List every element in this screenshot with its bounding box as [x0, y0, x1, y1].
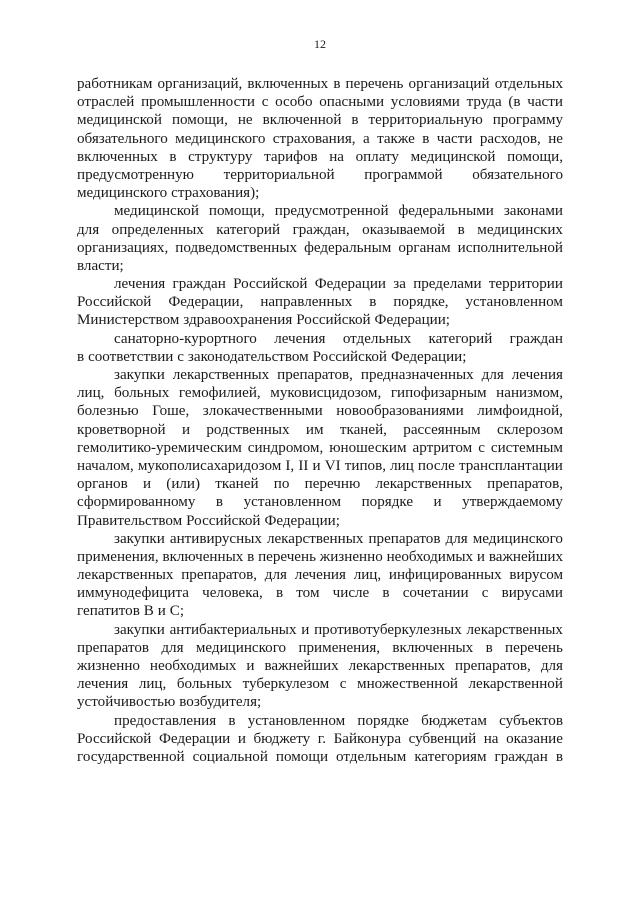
text-line: закупки антибактериальных и противотуберкулезных лекарственных	[114, 621, 563, 638]
text-line: государственной социальной помощи отдельным категориям граждан в	[77, 748, 563, 765]
text-line: Российской Федерации, направленных в порядке, установленном	[77, 294, 563, 311]
text-line: организациях, подведомственных федеральным органам исполнительной	[77, 239, 563, 256]
text-line: лекарственных препаратов, для лечения лиц, инфицированных вирусом	[77, 567, 563, 584]
text-line: для определенных категорий граждан, оказываемой в медицинских	[77, 221, 563, 238]
text-line: медицинского страхования);	[77, 185, 260, 202]
text-line: болезнью Гоше, злокачественными новообразованиями лимфоидной,	[77, 403, 563, 420]
text-line: закупки антивирусных лекарственных препаратов для медицинского	[114, 530, 563, 547]
text-line: устойчивостью возбудителя;	[77, 694, 262, 711]
text-line: органов и (или) тканей по перечню лекарственных препаратов,	[77, 476, 563, 493]
text-line: медицинской помощи, предусмотренной федеральными законами	[114, 203, 563, 220]
text-line: Министерством здравоохранения Российской Федерации;	[77, 312, 450, 329]
text-line: лечения граждан Российской Федерации за пределами территории	[114, 276, 563, 293]
text-line: гепатитов В и С;	[77, 603, 185, 620]
text-line: в соответствии с законодательством Российской Федерации;	[77, 348, 467, 365]
text-line: отраслей промышленности с особо опасными условиями труда (в части	[77, 94, 563, 111]
text-line: санаторно-курортного лечения отдельных категорий граждан	[114, 330, 563, 347]
text-line: медицинской помощи, не включенной в территориальную программу	[77, 112, 563, 129]
text-line: лиц, больных гемофилией, муковисцидозом, гипофизарным нанизмом,	[77, 385, 563, 402]
text-line: жизненно необходимых и важнейших лекарственных препаратов, для	[77, 658, 563, 674]
text-line: предоставления в установленном порядке бюджетам субъектов	[114, 712, 563, 729]
text-line: закупки лекарственных препаратов, предназначенных для лечения	[114, 367, 563, 383]
text-line: применения, включенных в перечень жизненно необходимых и важнейших	[77, 548, 563, 565]
text-line: гемолитико-уремическим синдромом, юношеским артритом с системным	[77, 439, 563, 456]
text-line: предусмотренную территориальной программой обязательного	[77, 166, 563, 183]
text-line: включенных в структуру тарифов на оплату медицинской помощи,	[77, 148, 563, 165]
text-line: кроветворной и родственных им тканей, рассеянным склерозом	[77, 421, 563, 438]
text-line: лечения лиц, больных туберкулезом с множественной лекарственной	[77, 676, 563, 693]
text-line: Правительством Российской Федерации;	[77, 512, 340, 529]
text-line: обязательного медицинского страхования, а также в части расходов, не	[77, 130, 563, 147]
text-line: сформированному в установленном порядке и утверждаемому	[77, 494, 563, 511]
document-body	[77, 75, 563, 766]
text-line: иммунодефицита человека, в том числе в сочетании с вирусами	[77, 585, 563, 602]
text-line: работникам организаций, включенных в перечень организаций отдельных	[77, 76, 563, 92]
text-line: власти;	[77, 257, 124, 274]
page-number: 12	[314, 37, 326, 51]
text-line: препаратов для медицинского применения, включенных в перечень	[77, 639, 563, 656]
text-line: Российской Федерации и бюджету г. Байконура субвенций на оказание	[77, 730, 563, 747]
text-line: началом, мукополисахаридозом I, II и VI типов, лиц после трансплантации	[77, 457, 563, 474]
